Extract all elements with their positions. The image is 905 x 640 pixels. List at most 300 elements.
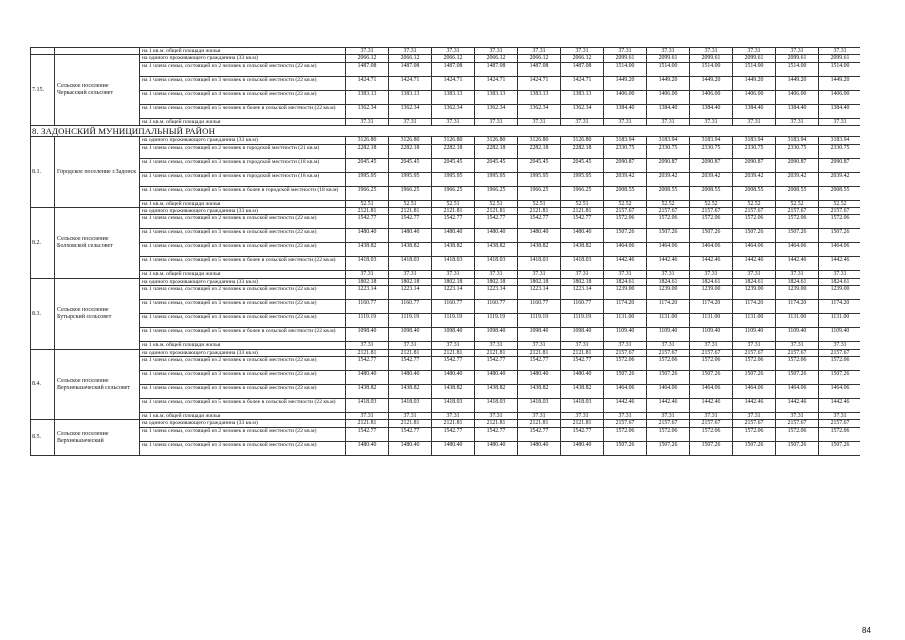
value-cell: 2099.61 bbox=[647, 55, 690, 62]
value-cell: 37.31 bbox=[604, 271, 647, 278]
value-cell: 1223.14 bbox=[346, 286, 389, 300]
value-cell: 2121.81 bbox=[389, 349, 432, 356]
value-cell: 1542.77 bbox=[346, 215, 389, 229]
row-description: на 1 члена семьи, состоящей из 4 человек в городской местности (18 кв.м) bbox=[140, 172, 346, 186]
value-cell: 1109.40 bbox=[647, 328, 690, 342]
table-row bbox=[31, 62, 861, 76]
value-cell: 2099.61 bbox=[690, 55, 733, 62]
value-cell: 52.51 bbox=[346, 200, 389, 207]
value-cell: 1487.08 bbox=[475, 62, 518, 76]
value-cell: 1406.00 bbox=[819, 90, 861, 104]
value-cell: 1383.13 bbox=[346, 90, 389, 104]
row-description: на 1 члена семьи, состоящей из 2 человек в сельской местности (22 кв.м) bbox=[140, 215, 346, 229]
value-cell: 1119.19 bbox=[346, 314, 389, 328]
value-cell: 2157.67 bbox=[690, 349, 733, 356]
value-cell: 1464.06 bbox=[733, 385, 776, 399]
value-cell: 1223.14 bbox=[389, 286, 432, 300]
value-cell: 1109.40 bbox=[819, 328, 861, 342]
value-cell: 1542.77 bbox=[475, 357, 518, 371]
value-cell: 2282.18 bbox=[389, 144, 432, 158]
value-cell: 37.31 bbox=[346, 118, 389, 125]
value-cell: 1119.19 bbox=[561, 314, 604, 328]
value-cell: 1119.19 bbox=[389, 314, 432, 328]
table-row bbox=[31, 399, 861, 413]
value-cell: 2157.67 bbox=[647, 420, 690, 427]
value-cell: 1802.18 bbox=[475, 278, 518, 285]
row-description: на 1 члена семьи, состоящей из 3 человек в сельской местности (22 кв.м) bbox=[140, 441, 346, 455]
value-cell: 2045.45 bbox=[432, 158, 475, 172]
value-cell: 1239.00 bbox=[776, 286, 819, 300]
table-row bbox=[31, 371, 861, 385]
table-row bbox=[31, 427, 861, 441]
value-cell: 37.31 bbox=[819, 413, 861, 420]
table-row bbox=[31, 118, 861, 125]
value-cell: 37.31 bbox=[604, 118, 647, 125]
value-cell: 1514.00 bbox=[819, 62, 861, 76]
value-cell: 2090.87 bbox=[690, 158, 733, 172]
value-cell: 1438.82 bbox=[475, 385, 518, 399]
value-cell: 1824.61 bbox=[819, 278, 861, 285]
value-cell: 52.51 bbox=[561, 200, 604, 207]
value-cell: 1442.46 bbox=[604, 257, 647, 271]
value-cell: 2157.67 bbox=[776, 349, 819, 356]
value-cell: 2121.81 bbox=[346, 208, 389, 215]
value-cell: 1572.06 bbox=[819, 215, 861, 229]
value-cell: 1480.40 bbox=[518, 229, 561, 243]
row-description: на 1 члена семьи, состоящей из 3 человек в сельской местности (22 кв.м) bbox=[140, 229, 346, 243]
value-cell: 1507.26 bbox=[647, 371, 690, 385]
value-cell: 37.31 bbox=[389, 342, 432, 349]
value-cell: 37.31 bbox=[432, 342, 475, 349]
value-cell: 2090.87 bbox=[819, 158, 861, 172]
table-row bbox=[31, 328, 861, 342]
value-cell: 1418.03 bbox=[561, 399, 604, 413]
row-description: на 1 члена семьи, состоящей из 5 человек и более в городской местности (18 кв.м) bbox=[140, 186, 346, 200]
value-cell: 1131.00 bbox=[776, 314, 819, 328]
value-cell: 2090.87 bbox=[604, 158, 647, 172]
value-cell: 3126.80 bbox=[518, 137, 561, 144]
row-description: на 1 члена семьи, состоящей из 2 человек в сельской местности (22 кв.м) bbox=[140, 427, 346, 441]
value-cell: 2157.67 bbox=[647, 208, 690, 215]
value-cell: 1160.77 bbox=[389, 300, 432, 314]
value-cell: 37.31 bbox=[604, 48, 647, 55]
table-row bbox=[31, 172, 861, 186]
value-cell: 37.31 bbox=[432, 118, 475, 125]
value-cell: 1542.77 bbox=[475, 215, 518, 229]
settlement-name: Сельское поселение Бутырский сельсовет bbox=[55, 278, 140, 349]
value-cell: 1464.06 bbox=[647, 243, 690, 257]
value-cell: 37.31 bbox=[647, 413, 690, 420]
value-cell: 1480.40 bbox=[346, 371, 389, 385]
value-cell: 1442.46 bbox=[776, 399, 819, 413]
value-cell: 2008.55 bbox=[647, 186, 690, 200]
value-cell: 1464.06 bbox=[690, 243, 733, 257]
value-cell: 2039.42 bbox=[690, 172, 733, 186]
value-cell: 1464.06 bbox=[733, 243, 776, 257]
value-cell: 1418.03 bbox=[475, 257, 518, 271]
idx-cell-empty bbox=[31, 48, 55, 55]
value-cell: 2121.81 bbox=[475, 208, 518, 215]
value-cell: 1487.08 bbox=[346, 62, 389, 76]
value-cell: 1384.40 bbox=[690, 104, 733, 118]
value-cell: 2157.67 bbox=[647, 349, 690, 356]
value-cell: 1442.46 bbox=[647, 257, 690, 271]
row-description: на 1 кв.м. общей площади жилья bbox=[140, 48, 346, 55]
value-cell: 52.52 bbox=[733, 200, 776, 207]
row-description: на 1 кв.м. общей площади жилья bbox=[140, 342, 346, 349]
table-row bbox=[31, 300, 861, 314]
value-cell: 1514.00 bbox=[776, 62, 819, 76]
value-cell: 1160.77 bbox=[346, 300, 389, 314]
value-cell: 2121.81 bbox=[389, 420, 432, 427]
value-cell: 1131.00 bbox=[733, 314, 776, 328]
row-description: на 1 члена семьи, состоящей из 3 человек в сельской местности (22 кв.м) bbox=[140, 371, 346, 385]
table-row bbox=[31, 186, 861, 200]
value-cell: 2066.12 bbox=[432, 55, 475, 62]
table-row bbox=[31, 215, 861, 229]
row-description: на 1 члена семьи, состоящей из 2 человек в городской местности (21 кв.м) bbox=[140, 144, 346, 158]
value-cell: 1119.19 bbox=[518, 314, 561, 328]
value-cell: 1438.82 bbox=[346, 243, 389, 257]
value-cell: 2121.81 bbox=[518, 420, 561, 427]
value-cell: 1995.95 bbox=[518, 172, 561, 186]
value-cell: 1480.40 bbox=[475, 229, 518, 243]
value-cell: 37.31 bbox=[776, 342, 819, 349]
table-row bbox=[31, 90, 861, 104]
row-description: на 1 члена семьи, состоящей из 4 человек в сельской местности (22 кв.м) bbox=[140, 90, 346, 104]
section-number: 8.1. bbox=[31, 137, 55, 208]
value-cell: 1160.77 bbox=[561, 300, 604, 314]
value-cell: 2121.81 bbox=[561, 208, 604, 215]
value-cell: 1438.82 bbox=[518, 243, 561, 257]
value-cell: 1449.20 bbox=[690, 76, 733, 90]
value-cell: 1824.61 bbox=[776, 278, 819, 285]
value-cell: 1464.06 bbox=[819, 385, 861, 399]
document-sheet bbox=[30, 47, 860, 583]
value-cell: 1442.46 bbox=[776, 257, 819, 271]
value-cell: 2039.42 bbox=[647, 172, 690, 186]
settlement-name: Сельское поселение Черкасский сельсовет bbox=[55, 55, 140, 126]
value-cell: 1507.26 bbox=[733, 229, 776, 243]
value-cell: 1487.08 bbox=[518, 62, 561, 76]
value-cell: 1507.26 bbox=[776, 441, 819, 455]
value-cell: 1542.77 bbox=[389, 357, 432, 371]
value-cell: 2282.18 bbox=[518, 144, 561, 158]
value-cell: 37.31 bbox=[518, 48, 561, 55]
value-cell: 1572.06 bbox=[733, 357, 776, 371]
value-cell: 1449.20 bbox=[604, 76, 647, 90]
table-row bbox=[31, 76, 861, 90]
value-cell: 1464.06 bbox=[819, 243, 861, 257]
value-cell: 52.51 bbox=[518, 200, 561, 207]
value-cell: 2099.61 bbox=[604, 55, 647, 62]
value-cell: 1418.03 bbox=[346, 399, 389, 413]
value-cell: 1802.18 bbox=[346, 278, 389, 285]
value-cell: 1174.20 bbox=[776, 300, 819, 314]
value-cell: 1464.06 bbox=[647, 385, 690, 399]
row-description: на 1 члена семьи, состоящей из 5 человек и более в сельской местности (22 кв.м) bbox=[140, 257, 346, 271]
value-cell: 2330.75 bbox=[604, 144, 647, 158]
value-cell: 1383.13 bbox=[389, 90, 432, 104]
value-cell: 1438.82 bbox=[432, 243, 475, 257]
value-cell: 1449.20 bbox=[819, 76, 861, 90]
value-cell: 2282.18 bbox=[346, 144, 389, 158]
value-cell: 1572.06 bbox=[604, 357, 647, 371]
value-cell: 3126.80 bbox=[346, 137, 389, 144]
value-cell: 1487.08 bbox=[432, 62, 475, 76]
value-cell: 1223.14 bbox=[432, 286, 475, 300]
value-cell: 2330.75 bbox=[690, 144, 733, 158]
value-cell: 1131.00 bbox=[690, 314, 733, 328]
value-cell: 1480.40 bbox=[475, 441, 518, 455]
value-cell: 1507.26 bbox=[819, 441, 861, 455]
value-cell: 1223.14 bbox=[475, 286, 518, 300]
table-row bbox=[31, 257, 861, 271]
value-cell: 52.52 bbox=[776, 200, 819, 207]
value-cell: 2330.75 bbox=[776, 144, 819, 158]
value-cell: 1572.06 bbox=[647, 357, 690, 371]
value-cell: 37.31 bbox=[561, 271, 604, 278]
value-cell: 2099.61 bbox=[819, 55, 861, 62]
value-cell: 52.51 bbox=[389, 200, 432, 207]
value-cell: 1174.20 bbox=[690, 300, 733, 314]
value-cell: 3126.80 bbox=[389, 137, 432, 144]
value-cell: 1362.34 bbox=[561, 104, 604, 118]
value-cell: 1424.71 bbox=[475, 76, 518, 90]
value-cell: 37.31 bbox=[776, 271, 819, 278]
value-cell: 1223.14 bbox=[561, 286, 604, 300]
value-cell: 1966.25 bbox=[389, 186, 432, 200]
value-cell: 37.31 bbox=[475, 271, 518, 278]
value-cell: 2282.18 bbox=[475, 144, 518, 158]
value-cell: 52.52 bbox=[819, 200, 861, 207]
row-description: на 1 члена семьи, состоящей из 2 человек в сельской местности (22 кв.м) bbox=[140, 286, 346, 300]
value-cell: 2121.81 bbox=[346, 420, 389, 427]
value-cell: 37.31 bbox=[819, 48, 861, 55]
value-cell: 1542.77 bbox=[561, 215, 604, 229]
table-row bbox=[31, 349, 861, 356]
value-cell: 1514.00 bbox=[647, 62, 690, 76]
value-cell: 2090.87 bbox=[733, 158, 776, 172]
value-cell: 1542.77 bbox=[346, 357, 389, 371]
district-header-row bbox=[31, 126, 861, 137]
value-cell: 1384.40 bbox=[733, 104, 776, 118]
value-cell: 1480.40 bbox=[475, 371, 518, 385]
value-cell: 1824.61 bbox=[733, 278, 776, 285]
value-cell: 1418.03 bbox=[389, 399, 432, 413]
row-description: на 1 члена семьи, состоящей из 4 человек в сельской местности (22 кв.м) bbox=[140, 314, 346, 328]
value-cell: 1384.40 bbox=[776, 104, 819, 118]
value-cell: 1406.00 bbox=[647, 90, 690, 104]
value-cell: 2121.81 bbox=[561, 420, 604, 427]
table-row bbox=[31, 385, 861, 399]
value-cell: 1418.03 bbox=[561, 257, 604, 271]
value-cell: 1119.19 bbox=[475, 314, 518, 328]
value-cell: 1418.03 bbox=[432, 399, 475, 413]
value-cell: 2157.67 bbox=[604, 420, 647, 427]
value-cell: 1802.18 bbox=[432, 278, 475, 285]
value-cell: 1507.26 bbox=[733, 371, 776, 385]
value-cell: 1424.71 bbox=[561, 76, 604, 90]
value-cell: 1464.06 bbox=[690, 385, 733, 399]
row-description: на 1 члена семьи, состоящей из 2 человек в сельской местности (22 кв.м) bbox=[140, 62, 346, 76]
value-cell: 3183.94 bbox=[690, 137, 733, 144]
value-cell: 3183.94 bbox=[733, 137, 776, 144]
value-cell: 1507.26 bbox=[604, 441, 647, 455]
value-cell: 1480.40 bbox=[518, 371, 561, 385]
value-cell: 37.31 bbox=[432, 48, 475, 55]
value-cell: 3183.94 bbox=[776, 137, 819, 144]
value-cell: 37.31 bbox=[346, 342, 389, 349]
value-cell: 1442.46 bbox=[604, 399, 647, 413]
value-cell: 1438.82 bbox=[389, 243, 432, 257]
value-cell: 2121.81 bbox=[432, 420, 475, 427]
value-cell: 1160.77 bbox=[518, 300, 561, 314]
value-cell: 2157.67 bbox=[604, 349, 647, 356]
value-cell: 1542.77 bbox=[518, 357, 561, 371]
value-cell: 1480.40 bbox=[346, 229, 389, 243]
table-row bbox=[31, 229, 861, 243]
value-cell: 2039.42 bbox=[604, 172, 647, 186]
value-cell: 2157.67 bbox=[733, 349, 776, 356]
value-cell: 1995.95 bbox=[432, 172, 475, 186]
table-row bbox=[31, 243, 861, 257]
value-cell: 1384.40 bbox=[819, 104, 861, 118]
value-cell: 37.31 bbox=[475, 342, 518, 349]
value-cell: 1995.95 bbox=[389, 172, 432, 186]
value-cell: 37.31 bbox=[561, 413, 604, 420]
value-cell: 1383.13 bbox=[561, 90, 604, 104]
table-row bbox=[31, 357, 861, 371]
value-cell: 2121.81 bbox=[389, 208, 432, 215]
value-cell: 2045.45 bbox=[561, 158, 604, 172]
value-cell: 1174.20 bbox=[819, 300, 861, 314]
value-cell: 1542.77 bbox=[561, 427, 604, 441]
row-description: на 1 члена семьи, состоящей из 3 человек в сельской местности (22 кв.м) bbox=[140, 300, 346, 314]
value-cell: 2157.67 bbox=[776, 208, 819, 215]
value-cell: 37.31 bbox=[561, 342, 604, 349]
value-cell: 1418.03 bbox=[389, 257, 432, 271]
value-cell: 1384.40 bbox=[604, 104, 647, 118]
value-cell: 1383.13 bbox=[475, 90, 518, 104]
value-cell: 37.31 bbox=[690, 342, 733, 349]
row-description: на 1 члена семьи, состоящей из 2 человек в сельской местности (22 кв.м) bbox=[140, 357, 346, 371]
value-cell: 1098.40 bbox=[389, 328, 432, 342]
settlement-cell-empty bbox=[55, 48, 140, 55]
value-cell: 1542.77 bbox=[561, 357, 604, 371]
value-cell: 1542.77 bbox=[432, 357, 475, 371]
value-cell: 37.31 bbox=[432, 271, 475, 278]
value-cell: 1480.40 bbox=[432, 371, 475, 385]
value-cell: 37.31 bbox=[518, 342, 561, 349]
value-cell: 2039.42 bbox=[733, 172, 776, 186]
row-description: на одиного проживающего гражданина (33 кв.м) bbox=[140, 55, 346, 62]
value-cell: 1464.06 bbox=[604, 243, 647, 257]
value-cell: 1966.25 bbox=[346, 186, 389, 200]
value-cell: 1442.46 bbox=[690, 399, 733, 413]
value-cell: 1507.26 bbox=[604, 371, 647, 385]
value-cell: 1098.40 bbox=[346, 328, 389, 342]
value-cell: 1131.00 bbox=[819, 314, 861, 328]
value-cell: 1442.46 bbox=[733, 257, 776, 271]
value-cell: 37.31 bbox=[518, 118, 561, 125]
value-cell: 1362.34 bbox=[432, 104, 475, 118]
value-cell: 3183.94 bbox=[604, 137, 647, 144]
value-cell: 2121.81 bbox=[561, 349, 604, 356]
value-cell: 1572.06 bbox=[819, 357, 861, 371]
value-cell: 2157.67 bbox=[733, 420, 776, 427]
value-cell: 1239.00 bbox=[733, 286, 776, 300]
row-description: на 1 кв.м. общей площади жилья bbox=[140, 413, 346, 420]
value-cell: 1239.00 bbox=[647, 286, 690, 300]
value-cell: 1406.00 bbox=[604, 90, 647, 104]
value-cell: 37.31 bbox=[561, 118, 604, 125]
table-row bbox=[31, 158, 861, 172]
value-cell: 2121.81 bbox=[518, 349, 561, 356]
value-cell: 2008.55 bbox=[776, 186, 819, 200]
value-cell: 52.52 bbox=[647, 200, 690, 207]
value-cell: 1406.00 bbox=[690, 90, 733, 104]
value-cell: 3126.80 bbox=[475, 137, 518, 144]
value-cell: 1109.40 bbox=[690, 328, 733, 342]
value-cell: 1109.40 bbox=[733, 328, 776, 342]
value-cell: 2121.81 bbox=[432, 349, 475, 356]
value-cell: 37.31 bbox=[690, 413, 733, 420]
value-cell: 2157.67 bbox=[690, 420, 733, 427]
value-cell: 2008.55 bbox=[733, 186, 776, 200]
table-row bbox=[31, 271, 861, 278]
value-cell: 1480.40 bbox=[389, 229, 432, 243]
value-cell: 2157.67 bbox=[690, 208, 733, 215]
value-cell: 1438.82 bbox=[561, 243, 604, 257]
value-cell: 1098.40 bbox=[561, 328, 604, 342]
settlement-name: Сельское поселение Верхнеказаческий сельсовет bbox=[55, 349, 140, 420]
row-description: на 1 кв.м. общей площади жилья bbox=[140, 200, 346, 207]
value-cell: 1109.40 bbox=[776, 328, 819, 342]
value-cell: 2066.12 bbox=[518, 55, 561, 62]
value-cell: 2066.12 bbox=[561, 55, 604, 62]
value-cell: 37.31 bbox=[346, 413, 389, 420]
value-cell: 1480.40 bbox=[561, 229, 604, 243]
value-cell: 37.31 bbox=[733, 413, 776, 420]
value-cell: 2330.75 bbox=[647, 144, 690, 158]
value-cell: 1119.19 bbox=[432, 314, 475, 328]
value-cell: 37.31 bbox=[346, 48, 389, 55]
value-cell: 2039.42 bbox=[819, 172, 861, 186]
table-row bbox=[31, 104, 861, 118]
value-cell: 1542.77 bbox=[518, 215, 561, 229]
row-description: на 1 члена семьи, состоящей из 5 человек и более в сельской местности (22 кв.м) bbox=[140, 328, 346, 342]
value-cell: 1542.77 bbox=[389, 215, 432, 229]
value-cell: 1542.77 bbox=[389, 427, 432, 441]
page-number: 84 bbox=[862, 626, 871, 635]
value-cell: 1406.00 bbox=[733, 90, 776, 104]
value-cell: 37.31 bbox=[690, 118, 733, 125]
value-cell: 1131.00 bbox=[604, 314, 647, 328]
value-cell: 2157.67 bbox=[776, 420, 819, 427]
value-cell: 1542.77 bbox=[432, 215, 475, 229]
value-cell: 1507.26 bbox=[647, 229, 690, 243]
table-row bbox=[31, 137, 861, 144]
value-cell: 3183.94 bbox=[647, 137, 690, 144]
table-row bbox=[31, 144, 861, 158]
value-cell: 2121.81 bbox=[432, 208, 475, 215]
table-row bbox=[31, 200, 861, 207]
value-cell: 1362.34 bbox=[389, 104, 432, 118]
value-cell: 37.31 bbox=[647, 342, 690, 349]
value-cell: 2157.67 bbox=[604, 208, 647, 215]
row-description: на одиного проживающего гражданина (33 кв.м) bbox=[140, 420, 346, 427]
